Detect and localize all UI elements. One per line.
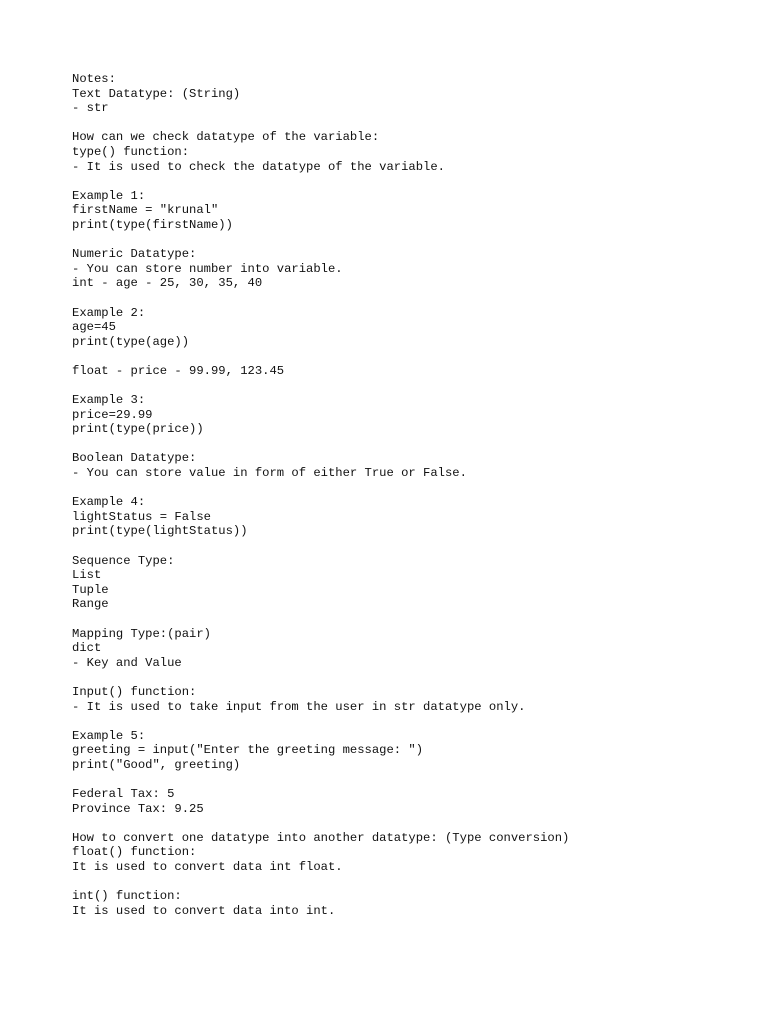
note-line: Notes: <box>72 72 116 86</box>
note-line: float() function: <box>72 845 197 860</box>
note-line: How can we check datatype of the variable: <box>72 130 380 145</box>
note-line: dict <box>72 641 102 656</box>
note-line: - You can store number into variable. <box>72 261 343 276</box>
note-line: - str <box>72 101 109 116</box>
note-line: Numeric Datatype: <box>72 247 197 262</box>
note-line: print(type(price)) <box>72 422 204 437</box>
note-line: int() function: <box>72 889 182 904</box>
note-line: Example 4: <box>72 495 146 510</box>
note-block <box>72 306 732 350</box>
note-block <box>72 554 732 612</box>
note-line: - You can store value in form of either True or False. <box>72 466 467 481</box>
note-line: Example 3: <box>72 393 146 408</box>
note-block <box>72 831 732 875</box>
note-block <box>72 130 732 174</box>
note-block <box>72 72 732 116</box>
note-line: - Key and Value <box>72 655 182 670</box>
note-block <box>72 364 732 379</box>
note-line: Example 5: <box>72 728 146 743</box>
note-line: Mapping Type:(pair) <box>72 626 211 641</box>
note-line: How to convert one datatype into another datatype: (Type conversion) <box>72 830 570 845</box>
note-block <box>72 393 732 437</box>
note-line: List <box>72 568 102 583</box>
note-block <box>72 729 732 773</box>
note-line: greeting = input("Enter the greeting message: ") <box>72 743 424 758</box>
note-line: type() function: <box>72 144 190 159</box>
note-line: Text Datatype: (String) <box>72 86 241 101</box>
note-line: float - price - 99.99, 123.45 <box>72 363 285 378</box>
note-block <box>72 247 732 291</box>
note-line: Boolean Datatype: <box>72 451 197 466</box>
note-line: - It is used to take input from the user in str datatype only. <box>72 699 526 714</box>
note-line: Province Tax: 9.25 <box>72 801 204 816</box>
note-block <box>72 189 732 233</box>
note-block <box>72 495 732 539</box>
note-line: Range <box>72 597 109 612</box>
note-line: Example 2: <box>72 305 146 320</box>
note-line: int - age - 25, 30, 35, 40 <box>72 276 263 291</box>
note-block <box>72 627 732 671</box>
notes-document <box>72 72 732 933</box>
note-line: Input() function: <box>72 684 197 699</box>
note-line: age=45 <box>72 320 116 335</box>
note-line: lightStatus = False <box>72 509 211 524</box>
note-line: It is used to convert data into int. <box>72 903 336 918</box>
note-line: Example 1: <box>72 188 146 203</box>
note-line: print(type(firstName)) <box>72 217 233 232</box>
note-line: Federal Tax: 5 <box>72 787 175 802</box>
note-line: - It is used to check the datatype of the variable. <box>72 159 445 174</box>
note-block <box>72 889 732 918</box>
note-line: It is used to convert data int float. <box>72 860 343 875</box>
note-line: firstName = "krunal" <box>72 203 219 218</box>
note-line: print(type(lightStatus)) <box>72 524 248 539</box>
note-line: Tuple <box>72 582 109 597</box>
note-line: price=29.99 <box>72 407 153 422</box>
note-line: print(type(age)) <box>72 334 190 349</box>
note-block <box>72 451 732 480</box>
note-block <box>72 787 732 816</box>
note-block <box>72 685 732 714</box>
note-line: Sequence Type: <box>72 553 175 568</box>
note-line: print("Good", greeting) <box>72 757 241 772</box>
